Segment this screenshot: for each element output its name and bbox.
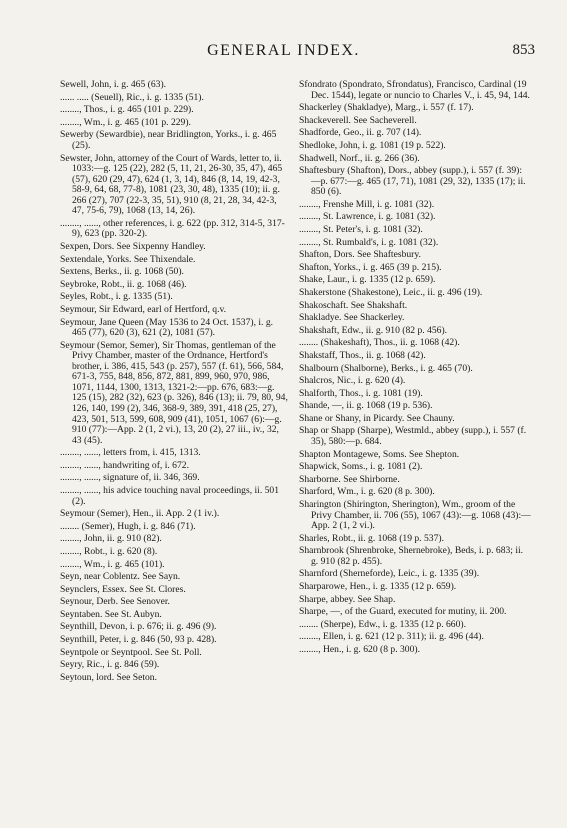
index-entry: ........ (Shakeshaft), Thos., ii. g. 1068 (42). <box>299 337 460 349</box>
index-entry: Seynclers, Essex. See St. Clores. <box>60 583 186 595</box>
index-entry: ........, St. Peter's, i. g. 1081 (32). <box>299 223 423 235</box>
index-entry: Shakladye. See Shackerley. <box>299 312 405 324</box>
index-entry: Seymour (Semer), Hen., ii. App. 2 (1 iv.). <box>60 508 220 520</box>
index-entry: Shane or Shany, in Picardy. See Chauny. <box>299 412 455 424</box>
index-entry: Sharnbrook (Shrenbroke, Shernebroke), Beds, i. p. 683; ii. g. 910 (82 p. 455). <box>299 545 524 567</box>
index-entry: Shapwick, Soms., i. g. 1081 (2). <box>299 461 423 473</box>
index-entry: Seymour, Sir Edward, earl of Hertford, q.v. <box>60 303 227 315</box>
index-entry: Shakerstone (Shakestone), Leic., ii. g. 496 (19). <box>299 286 483 298</box>
index-entry: Shadforde, Geo., ii. g. 707 (14). <box>299 127 422 139</box>
index-entry: Shackerley (Shakladye), Marg., i. 557 (f. 17). <box>299 102 474 114</box>
index-entry: Seynthill, Devon, i. p. 676; ii. g. 496 (9). <box>60 621 217 633</box>
index-entry: ...... ..... (Seuell), Ric., i. g. 1335 (51). <box>60 91 204 103</box>
page-header <box>0 40 567 62</box>
index-entry: ........, ......, other references, i. g. 622 (pp. 312, 314-5, 317-9), 623 (pp. 320-2). <box>60 217 285 240</box>
index-column-right <box>299 80 531 658</box>
index-entry: Shakoschaft. See Shakshaft. <box>299 299 408 311</box>
index-entry: ........, ......, handwriting of, i. 672. <box>60 459 189 471</box>
index-entry: Seybroke, Robt., ii. g. 1068 (46). <box>60 278 187 290</box>
index-entry: Sewster, John, attorney of the Court of Wards, letter to, ii. 1033:—g. 125 (22), 282 (5, 11, 21, 26-30, 35, 47), 465 (57), 620 (29, 47), 624 (1, 3, 14), 846 (8, 14, 19, 42-3, 58-9, 64, 68, 77-8), 1081 (23, 30, 48), 1335 (10); ii. g. 266 (27), 707 (22-3, 35, 51), 910 (8, 21, 28, 34, 42-3, 47, 75-6, 79), 1068 (13, 14, 26). <box>60 152 283 217</box>
index-entry: Seynthill, Peter, i. g. 846 (50, 93 p. 428). <box>60 634 217 646</box>
index-entry: Sfondrato (Spondrato, Sfrondatus), Francisco, Cardinal (19 Dec. 1544), legate or nuncio to Charles V., i. 45, 94, 144. <box>299 79 530 101</box>
index-entry: Seyn, near Coblentz. See Sayn. <box>60 571 181 583</box>
index-entry: Sharborne. See Shirborne. <box>299 473 400 485</box>
index-entry: Sharpe, —, of the Guard, executed for mutiny, ii. 200. <box>299 606 507 618</box>
index-entry: Sharles, Robt., ii. g. 1068 (19 p. 537). <box>299 532 444 544</box>
page-number: 853 <box>512 42 535 58</box>
index-entry: Shake, Laur., i. g. 1335 (12 p. 659). <box>299 274 436 286</box>
index-entry: Seytoun, lord. See Seton. <box>60 671 157 683</box>
index-entry: Shakstaff, Thos., ii. g. 1068 (42). <box>299 349 426 361</box>
index-entry: Shaftesbury (Shafton), Dors., abbey (supp.), i. 557 (f. 39):—p. 677:—g. 465 (17, 71), 1081 (29, 32), 1335 (17); ii. 850 (6). <box>299 165 526 198</box>
index-entry: Shafton, Yorks., i. g. 465 (39 p. 215). <box>299 261 442 273</box>
index-entry: ........, Frenshe Mill, i. g. 1081 (32). <box>299 198 435 210</box>
index-entry: ........, Robt., i. g. 620 (8). <box>60 545 158 557</box>
index-entry: Shakshaft, Edw., ii. g. 910 (82 p. 456). <box>299 324 448 336</box>
index-entry: ........, Wm., i. g. 465 (101 p. 229). <box>60 116 191 128</box>
index-entry: Shande, —, ii. g. 1068 (19 p. 536). <box>299 400 433 412</box>
index-entry: Sewerby (Sewardbie), near Bridlington, Yorks., i. g. 465 (25). <box>60 129 277 151</box>
index-entry: Shadwell, Norf., ii. g. 266 (36). <box>299 152 420 164</box>
index-entry: Seyles, Robt., i. g. 1335 (51). <box>60 291 173 303</box>
index-entry: ........, ......, signature of, ii. 346, 369. <box>60 472 200 484</box>
index-entry: Shafton, Dors. See Shaftesbury. <box>299 249 421 261</box>
index-entry: Sharnford (Sherneforde), Leic., i. g. 1335 (39). <box>299 568 480 580</box>
index-entry: ........, Hen., i. g. 620 (8 p. 300). <box>299 643 420 655</box>
index-entry: Shap or Shapp (Sharpe), Westmld., abbey (supp.), i. 557 (f. 35), 580:—p. 684. <box>299 425 527 448</box>
index-entry: Seymour (Semor, Semer), Sir Thomas, gentleman of the Privy Chamber, master of the Ordnance, Hertford's brother, i. 386, 415, 543 (p. 257), 557 (f. 61), 566, 584, 671-3, 755, 848, 856, 872, 881, 899, 960, 970, 986, 1071, 1144, 1300, 1313, 1321-2:—pp. 676, 683:—g. 125 (15), 282 (32), 623 (p. 326), 846 (13); ii. 79, 80, 94, 126, 140, 199 (2), 346, 368-9, 389, 391, 418 (25, 27), 423, 501, 513, 599, 608, 909 (41), 1051, 1067 (6):—g. 910 (77):—App. 2 (1, 2 vi.), 13, 20 (2), 27 iii., iv., 32, 43 (45). <box>60 339 288 446</box>
index-entry: Sharford, Wm., i. g. 620 (8 p. 300). <box>299 486 435 498</box>
index-entry: Seyntpole or Seyntpool. See St. Poll. <box>60 646 202 658</box>
index-entry: Seymour, Jane Queen (May 1536 to 24 Oct. 1537), i. g. 465 (77), 620 (3), 621 (2), 1081 (57). <box>60 316 274 339</box>
index-entry: ........, Thos., i. g. 465 (101 p. 229). <box>60 104 194 116</box>
index-entry: Sexpen, Dors. See Sixpenny Handley. <box>60 240 206 252</box>
page-title: GENERAL INDEX. <box>207 42 360 59</box>
index-entry: Shapton Montagewe, Soms. See Shepton. <box>299 448 460 460</box>
index-entry: Sharpe, abbey. See Shap. <box>299 593 396 605</box>
index-entry: Sewell, John, i. g. 465 (63). <box>60 79 167 90</box>
index-entry: ........, St. Rumbald's, i. g. 1081 (32). <box>299 236 439 248</box>
index-entry: ........, Ellen, i. g. 621 (12 p. 311); ii. g. 496 (44). <box>299 631 484 643</box>
index-entry: ........, John, ii. g. 910 (82). <box>60 533 162 545</box>
index-entry: ........, ......, letters from, i. 415, 1313. <box>60 447 201 459</box>
index-entry: Sharington (Shirington, Sherington), Wm., groom of the Privy Chamber, ii. 706 (55), 1067 (43):—g. 1068 (43):—App. 2 (1, 2 vi.). <box>299 499 531 532</box>
index-entry: ........ (Semer), Hugh, i. g. 846 (71). <box>60 520 196 532</box>
index-entry: Seynour, Derb. See Senover. <box>60 596 170 608</box>
index-entry: ........, ......, his advice touching naval proceedings, ii. 501 (2). <box>60 484 280 507</box>
index-entry: Shalcros, Nic., i. g. 620 (4). <box>299 375 406 387</box>
index-entry: Shedloke, John, i. g. 1081 (19 p. 522). <box>299 139 446 151</box>
index-entry: ........, St. Lawrence, i. g. 1081 (32). <box>299 211 436 223</box>
index-entry: ........, Wm., i. g. 465 (101). <box>60 558 165 570</box>
index-entry: Shalbourn (Shalborne), Berks., i. g. 465 (70). <box>299 362 473 374</box>
index-entry: Shalforth, Thos., i. g. 1081 (19). <box>299 387 423 399</box>
index-entry: Sextens, Berks., ii. g. 1068 (50). <box>60 266 184 278</box>
index-entry: ........ (Sherpe), Edw., i. g. 1335 (12 p. 660). <box>299 618 466 630</box>
index-entry: Shackeverell. See Sacheverell. <box>299 114 417 126</box>
index-entry: Seyry, Ric., i. g. 846 (59). <box>60 659 160 671</box>
index-column-left <box>60 80 288 685</box>
index-entry: Sharparowe, Hen., i. g. 1335 (12 p. 659). <box>299 581 457 593</box>
index-entry: Seyntaben. See St. Aubyn. <box>60 608 162 620</box>
index-entry: Sextendale, Yorks. See Thixendale. <box>60 253 196 265</box>
